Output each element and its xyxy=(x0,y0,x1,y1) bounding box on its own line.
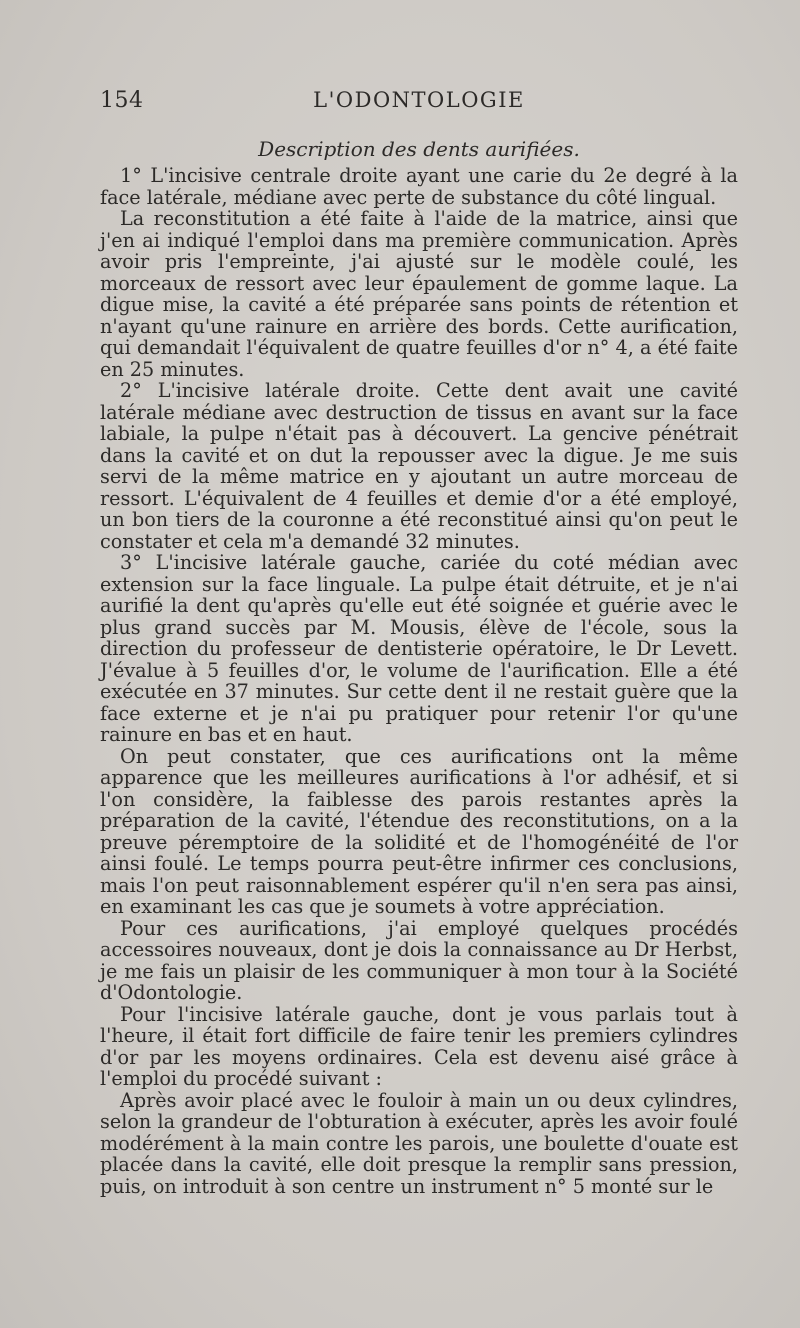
paragraph-8: Après avoir placé avec le fouloir à main un ou deux cylindres, selon la grandeur de l'obturation à exécuter, après les avoir foulé modérément à la main contre les parois, une boulette d'ouate est placée dans la cavité, elle doit presque la remplir sans pression, puis, on introduit à son centre un instrument n° 5 monté sur le xyxy=(100,1088,738,1198)
page-number: 154 xyxy=(100,88,144,113)
paragraph-2: La reconstitution a été faite à l'aide de la matrice, ainsi que j'en ai indiqué l'emploi dans ma première communication. Après avoir pris l'empreinte, j'ai ajusté sur le modèle coulé, les morceaux de ressort avec leur épaulement de gomme laque. La digue mise, la cavité a été préparée sans points de rétention et n'ayant qu'une rainure en arrière des bords. Cette aurification, qui demandait l'équivalent de quatre feuilles d'or n° 4, a été faite en 25 minutes. xyxy=(100,207,738,381)
paragraph-4: 3° L'incisive latérale gauche, cariée du coté médian avec extension sur la face linguale. La pulpe était détruite, et je n'ai aurifié la dent qu'après qu'elle eut été soignée et guérie avec le plus grand succès par M. Mousis, élève de l'école, sous la direction du professeur de dentisterie opératoire, le Dr Levett. J'évalue à 5 feuilles d'or, le volume de l'aurification. Elle a été exécutée en 37 minutes. Sur cette dent il ne restait guère que la face externe et je n'ai pu pratiquer pour retenir l'or qu'une rainure en bas et en haut. xyxy=(100,551,738,746)
paragraph-1: 1° L'incisive centrale droite ayant une carie du 2e degré à la face latérale, médiane avec perte de substance du côté lingual. xyxy=(100,164,738,209)
paragraph-7: Pour l'incisive latérale gauche, dont je vous parlais tout à l'heure, il était fort difficile de faire tenir les premiers cylindres d'or par les moyens ordinaires. Cela est devenu aisé grâce à l'emploi du procédé suivant : xyxy=(100,1002,738,1090)
paragraph-5: On peut constater, que ces aurifications ont la même apparence que les meilleures aurifications à l'or adhésif, et si l'on considère, la faiblesse des parois restantes après la préparation de la cavité, l'étendue des reconstitutions, on a la preuve péremptoire de la solidité et de l'homogénéité de l'or ainsi foulé. Le temps pourra peut-être infirmer ces conclusions, mais l'on peut raisonnablement espérer qu'il n'en sera pas ainsi, en examinant les cas que je soumets à votre appréciation. xyxy=(100,744,738,918)
paragraph-3: 2° L'incisive latérale droite. Cette dent avait une cavité latérale médiane avec destruction de tissus en avant sur la face labiale, la pulpe n'était pas à découvert. La gencive pénétrait dans la cavité et on dut la repousser avec la digue. Je me suis servi de la même matrice en y ajoutant un autre morceau de ressort. L'équivalent de 4 feuilles et demie d'or a été employé, un bon tiers de la couronne a été reconstitué ainsi qu'on peut le constater et cela m'a demandé 32 minutes. xyxy=(100,379,738,553)
body-text xyxy=(100,136,738,1197)
page-header xyxy=(100,88,738,118)
paragraph-6: Pour ces aurifications, j'ai employé quelques procédés accessoires nouveaux, dont je dois la connaissance au Dr Herbst, je me fais un plaisir de les communiquer à mon tour à la Société d'Odontologie. xyxy=(100,916,738,1004)
section-heading: Description des dents aurifiées. xyxy=(258,137,580,161)
running-title: L'ODONTOLOGIE xyxy=(313,88,525,112)
